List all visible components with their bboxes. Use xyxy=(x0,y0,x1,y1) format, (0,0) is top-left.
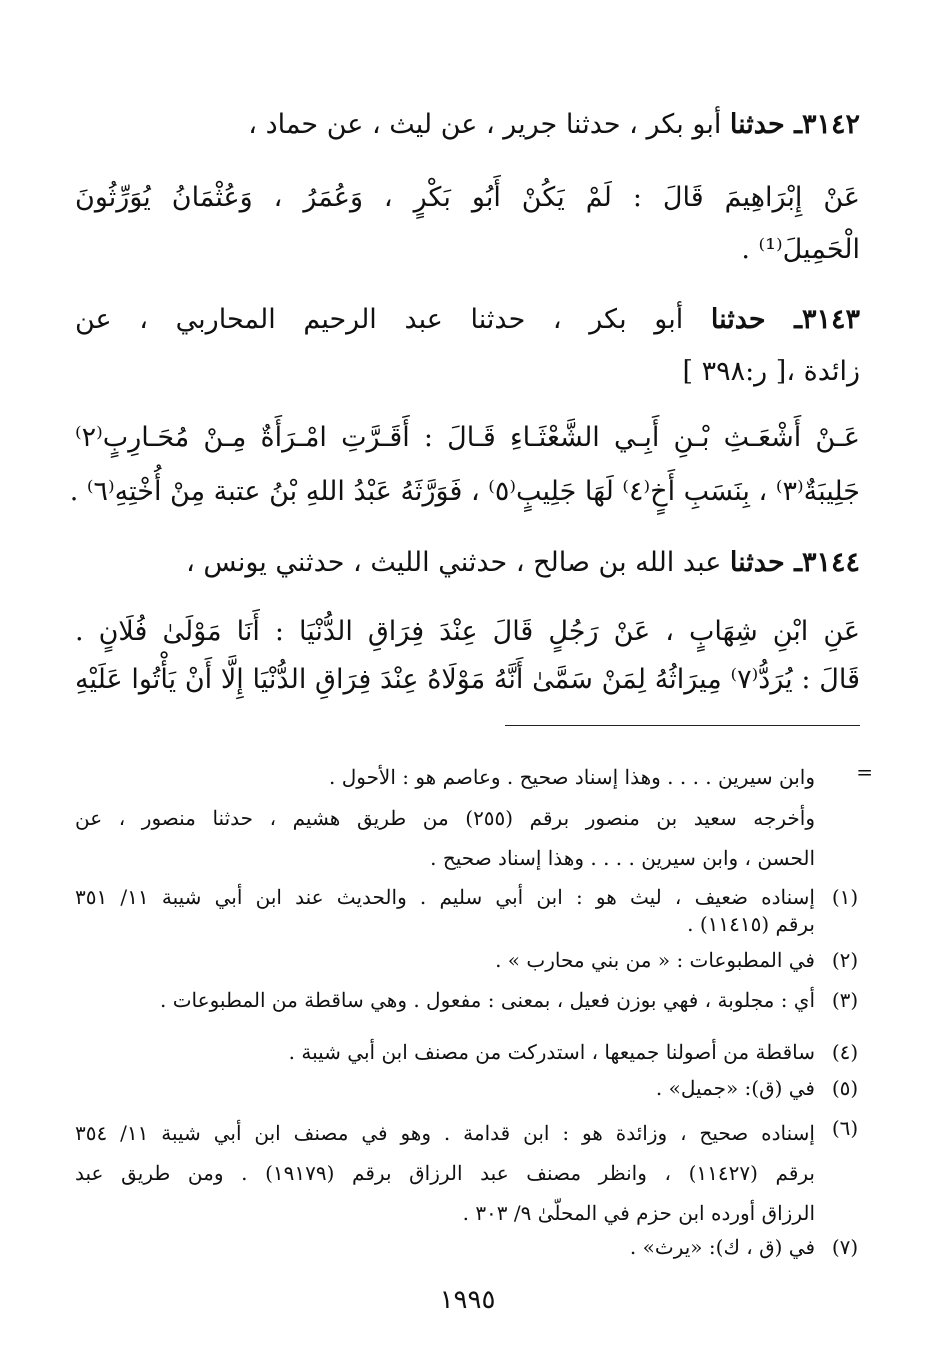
hadith-3144-line-1 xyxy=(75,543,860,583)
footnote-5 xyxy=(75,1073,860,1103)
footnote-2 xyxy=(75,945,860,975)
hadith-number: ٣١٤٢ xyxy=(801,109,860,140)
footnote-separator xyxy=(505,725,860,726)
footnote-number: (٦) xyxy=(831,1116,859,1140)
isnad-text: أبو بكر ، حدثنا عبد الرحيم المحاربي ، عن xyxy=(75,304,711,335)
hadith-3143-line-2: زائدة ،[ ر:٣٩٨ ] xyxy=(682,356,860,387)
footnote-number: (٥) xyxy=(831,1076,859,1100)
footnote-text: الرزاق أورده ابن حزم في المحلّىٰ ٩/ ٣٠٣ . xyxy=(462,1201,815,1225)
isnad-text: عبد الله بن صالح ، حدثني الليث ، حدثني يونس ، xyxy=(186,547,730,578)
page-number: ١٩٩٥ xyxy=(439,1285,496,1315)
hadith-label: ـ حدثنا xyxy=(729,109,802,140)
hadith-3142-line-1 xyxy=(75,105,860,145)
hadith-3143-line-3: عَـنْ أَشْعَـثِ بْـنِ أَبِـي الشَّعْثَـاءِ قَـالَ : أَقَـرَّتِ امْـرَأَةٌ مِـنْ مُحَـارِبٍ⁽٢⁾ xyxy=(75,422,860,453)
footnote-continuation-line: الحسن ، وابن سيرين . . . . وهذا إسناد صحيح . xyxy=(430,846,815,870)
hadith-3142-line-2: عَنْ إِبْرَاهِيمَ قَالَ : لَمْ يَكُنْ أَبُو بَكْرٍ ، وَعُمَرُ ، وَعُثْمَانُ يُوَرِّثُونَ xyxy=(75,182,860,213)
footnote-text: في المطبوعات : « من بني محارب » . xyxy=(495,948,815,972)
hadith-3143-line-4: جَلِيبَةٌ⁽٣⁾ ، بِنَسَبِ أَخٍ⁽٤⁾ لَهَا جَلِيبٍ⁽٥⁾ ، فَوَرَّثَهُ عَبْدُ اللهِ بْنُ عتبة مِنْ أُخْتِهِ⁽٦⁾ . xyxy=(69,476,860,507)
footnote-6 xyxy=(75,1113,860,1233)
footnote-number: (٢) xyxy=(831,948,859,972)
footnote-4 xyxy=(75,1037,860,1067)
footnote-text: إسناده ضعيف ، ليث هو : ابن أبي سليم . والحديث عند ابن أبي شيبة ١١/ ٣٥١ xyxy=(75,885,815,909)
hadith-label: ـ حدثنا xyxy=(729,547,802,578)
footnote-text: أي : مجلوبة ، فهي بوزن فعيل ، بمعنى : مفعول . وهي ساقطة من المطبوعات . xyxy=(160,988,815,1012)
footnote-3 xyxy=(75,985,860,1015)
footnote-continuation-line: وابن سيرين . . . . وهذا إسناد صحيح . وعاصم هو : الأحول . xyxy=(328,765,815,789)
hadith-number: ٣١٤٣ xyxy=(801,304,860,335)
hadith-3143-line-1 xyxy=(75,300,860,340)
footnote-1 xyxy=(75,882,860,936)
footnote-continuation-line: وأخرجه سعيد بن منصور برقم (٢٥٥) من طريق هشيم ، حدثنا منصور ، عن xyxy=(75,806,816,830)
continuation-marker: = xyxy=(856,760,873,784)
footnote-text: إسناده صحيح ، وزائدة هو : ابن قدامة . وهو في مصنف ابن أبي شيبة ١١/ ٣٥٤ xyxy=(75,1121,815,1145)
hadith-3142-line-3: الْحَمِيلَ⁽¹⁾ . xyxy=(741,234,860,265)
footnote-text: برقم (١١٤١٥) . xyxy=(687,912,815,936)
isnad-text: أبو بكر ، حدثنا جرير ، عن ليث ، عن حماد ، xyxy=(248,109,730,140)
hadith-number: ٣١٤٤ xyxy=(801,547,860,578)
footnote-number: (١) xyxy=(831,885,859,909)
footnote-text: ساقطة من أصولنا جميعها ، استدركت من مصنف ابن أبي شيبة . xyxy=(288,1040,815,1064)
footnote-text: في (ق ، ك): «يرث» . xyxy=(629,1235,815,1259)
footnote-number: (٣) xyxy=(831,988,859,1012)
footnote-number: (٤) xyxy=(831,1040,859,1064)
hadith-3144-line-3: قَالَ : يُرَدُّ⁽٧⁾ مِيرَاثُهُ لِمَنْ سَمَّىٰ أَنَّهُ مَوْلَاهُ عِنْدَ فِرَاقِ الدُّنْيَا إِلَّا أَنْ يَأْتُوا عَلَيْهِ xyxy=(75,664,860,695)
footnote-number: (٧) xyxy=(831,1235,859,1259)
hadith-3144-line-2: عَنِ ابْنِ شِهَابٍ ، عَنْ رَجُلٍ قَالَ عِنْدَ فِرَاقِ الدُّنْيَا : أَنَا مَوْلَىٰ فُلَانٍ . xyxy=(75,616,860,647)
hadith-label: ـ حدثنا xyxy=(710,304,802,335)
footnote-text: برقم (١١٤٢٧) ، وانظر مصنف عبد الرزاق برقم (١٩١٧٩) . ومن طريق عبد xyxy=(75,1161,816,1185)
footnote-text: في (ق): «جميل» . xyxy=(655,1076,815,1100)
footnote-7 xyxy=(75,1232,860,1262)
